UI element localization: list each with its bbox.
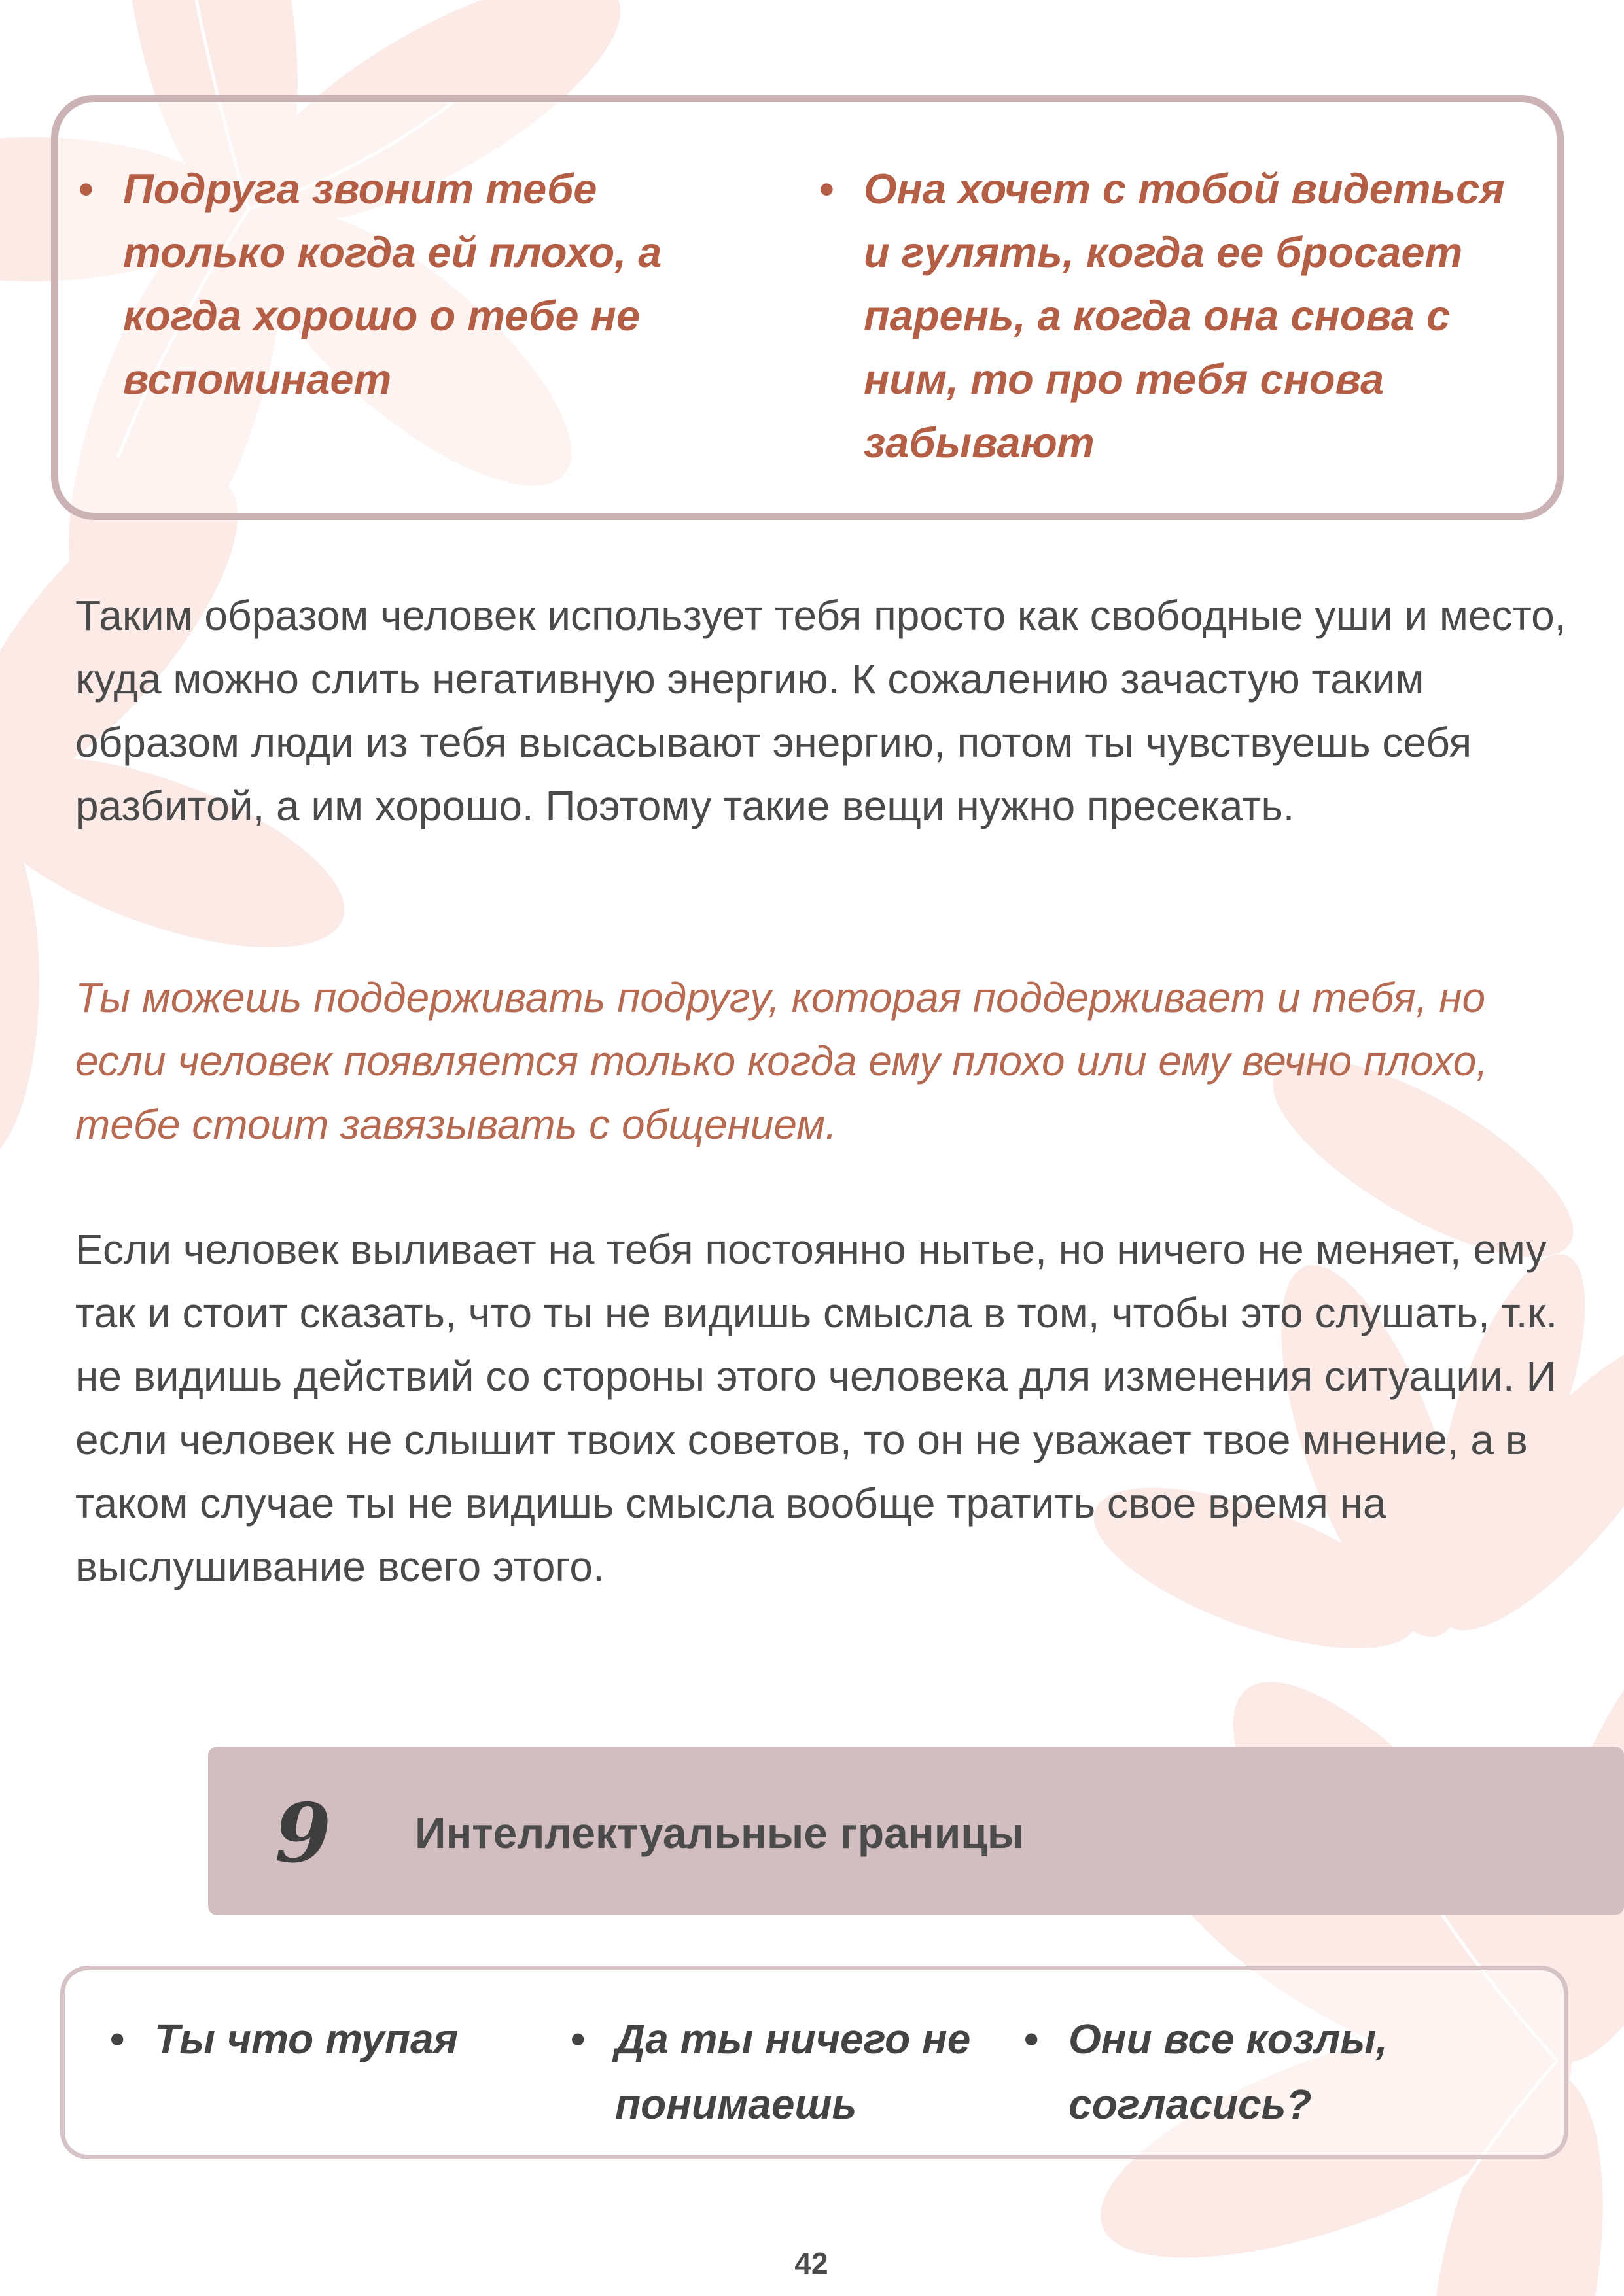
example-item: • Ты что тупая [110, 2006, 529, 2072]
example-item: • Она хочет с тобой видеться и гулять, когда ее бросает парень, а когда она снова с ним, то про тебя снова забывают [819, 157, 1532, 474]
section-number: 9 [275, 1786, 332, 1881]
page-number: 42 [794, 2246, 828, 2280]
example-list-2 [571, 2006, 989, 2137]
example-item: • Они все козлы, согласись? [1024, 2006, 1521, 2137]
example-list-3 [1024, 2006, 1521, 2137]
example-item: • Да ты ничего не понимаешь [571, 2006, 989, 2137]
example-list-left [79, 157, 759, 411]
paragraph-explanation: Таким образом человек использует тебя просто как свободные уши и место, куда можно слить негативную энергию. К сожалению зачастую таким образом люди из тебя высасывают энергию, потом ты чувствуешь себя разбитой, а им хорошо. Поэтому такие вещи нужно пресекать. [75, 592, 1566, 829]
example-list-1 [110, 2006, 529, 2072]
example-list-right [819, 157, 1532, 474]
paragraph-advice: Если человек выливает на тебя постоянно нытье, но ничего не меняет, ему так и стоит сказать, что ты не видишь смысла в том, чтобы это слушать, т.к. не видишь действий со стороны этого человека для изменения ситуации. И если человек не слышит твоих советов, то он не уважает твое мнение, а в таком случае ты не видишь смысла вообще тратить свое время на выслушивание всего этого. [75, 1226, 1558, 1590]
paragraph-highlight: Ты можешь поддерживать подругу, которая поддерживает и тебя, но если человек появляется только когда ему плохо или ему вечно плохо, тебе стоит завязывать с общением. [75, 974, 1489, 1148]
section-title: Интеллектуальные границы [415, 1809, 1025, 1857]
example-item: • Подруга звонит тебе только когда ей плохо, а когда хорошо о тебе не вспоминает [79, 157, 759, 411]
